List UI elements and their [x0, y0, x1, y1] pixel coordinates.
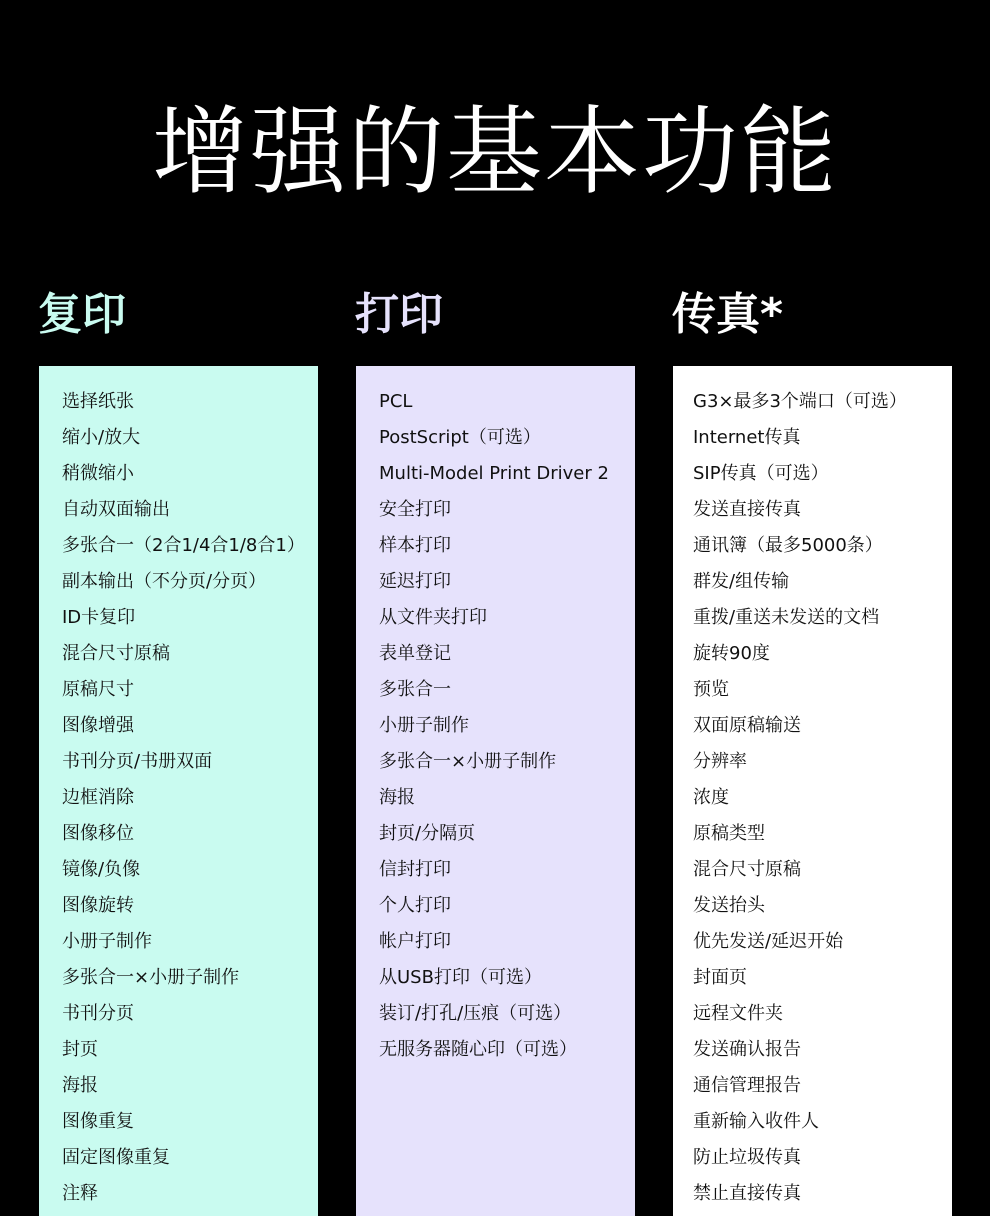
- copy-feature-item: 缩小/放大: [62, 427, 141, 448]
- copy-feature-item: 书刊分页: [62, 1003, 134, 1024]
- copy-feature-item: ID卡复印: [62, 607, 136, 628]
- print-feature-item: 样本打印: [379, 535, 451, 556]
- print-feature-list: [379, 388, 635, 1072]
- fax-feature-item: 封面页: [693, 967, 747, 988]
- fax-feature-item: 发送确认报告: [693, 1039, 801, 1060]
- fax-feature-item: 防止垃圾传真: [693, 1147, 801, 1168]
- fax-feature-item: 群发/组传输: [693, 571, 790, 592]
- print-feature-item: 从文件夹打印: [379, 607, 487, 628]
- copy-feature-item: 自动双面输出: [62, 499, 170, 520]
- copy-feature-item: 图像旋转: [62, 895, 134, 916]
- copy-feature-panel: [39, 366, 318, 1216]
- fax-feature-item: 双面原稿输送: [693, 715, 801, 736]
- print-feature-item: 小册子制作: [379, 715, 469, 736]
- copy-feature-item: 固定图像重复: [62, 1147, 170, 1168]
- copy-feature-item: 边框消除: [62, 787, 134, 808]
- page-title: 增强的基本功能: [152, 96, 838, 208]
- print-feature-item: Multi-Model Print Driver 2: [379, 463, 609, 484]
- copy-feature-list: [62, 388, 318, 1216]
- fax-feature-item: G3×最多3个端口（可选）: [693, 391, 907, 412]
- fax-feature-item: 远程文件夹: [693, 1003, 783, 1024]
- fax-feature-item: 预览: [693, 679, 729, 700]
- print-column-heading: 打印: [355, 289, 443, 340]
- fax-feature-item: 发送抬头: [693, 895, 765, 916]
- copy-feature-item: 海报: [62, 1075, 98, 1096]
- fax-feature-item: 重新输入收件人: [693, 1111, 819, 1132]
- copy-feature-item: 注释: [62, 1183, 98, 1204]
- fax-feature-item: 重拨/重送未发送的文档: [693, 607, 880, 628]
- print-feature-item: 从USB打印（可选）: [379, 967, 542, 988]
- print-feature-item: 个人打印: [379, 895, 451, 916]
- copy-column-heading: 复印: [38, 289, 126, 340]
- copy-feature-item: 多张合一（2合1/4合1/8合1）: [62, 535, 305, 556]
- fax-feature-item: 混合尺寸原稿: [693, 859, 801, 880]
- print-feature-item: PCL: [379, 391, 413, 412]
- copy-feature-item: 图像移位: [62, 823, 134, 844]
- fax-feature-item: 浓度: [693, 787, 729, 808]
- fax-feature-item: 发送直接传真: [693, 499, 801, 520]
- fax-feature-item: 禁止直接传真: [693, 1183, 801, 1204]
- print-feature-item: 安全打印: [379, 499, 451, 520]
- fax-feature-item: 分辨率: [693, 751, 747, 772]
- print-feature-item: 延迟打印: [379, 571, 451, 592]
- fax-feature-item: 旋转90度: [693, 643, 770, 664]
- copy-feature-item: 选择纸张: [62, 391, 134, 412]
- copy-feature-item: 镜像/负像: [62, 859, 141, 880]
- print-feature-item: 表单登记: [379, 643, 451, 664]
- copy-feature-item: 图像增强: [62, 715, 134, 736]
- fax-feature-item: SIP传真（可选）: [693, 463, 829, 484]
- copy-feature-item: 稍微缩小: [62, 463, 134, 484]
- copy-feature-item: 多张合一×小册子制作: [62, 967, 240, 988]
- print-feature-item: 信封打印: [379, 859, 451, 880]
- print-feature-item: PostScript（可选）: [379, 427, 541, 448]
- print-feature-item: 帐户打印: [379, 931, 451, 952]
- copy-feature-item: 书刊分页/书册双面: [62, 751, 213, 772]
- print-feature-panel: [356, 366, 635, 1216]
- copy-feature-item: 副本输出（不分页/分页）: [62, 571, 267, 592]
- fax-feature-item: 优先发送/延迟开始: [693, 931, 844, 952]
- copy-feature-item: 混合尺寸原稿: [62, 643, 170, 664]
- copy-feature-item: 图像重复: [62, 1111, 134, 1132]
- print-feature-item: 装订/打孔/压痕（可选）: [379, 1003, 572, 1024]
- print-feature-item: 无服务器随心印（可选）: [379, 1039, 577, 1060]
- print-feature-item: 多张合一×小册子制作: [379, 751, 557, 772]
- fax-feature-panel: [673, 366, 952, 1216]
- fax-feature-item: 通信管理报告: [693, 1075, 801, 1096]
- print-feature-item: 海报: [379, 787, 415, 808]
- fax-feature-item: 原稿类型: [693, 823, 765, 844]
- fax-feature-item: Internet传真: [693, 427, 801, 448]
- copy-feature-item: 封页: [62, 1039, 98, 1060]
- copy-feature-item: 原稿尺寸: [62, 679, 134, 700]
- fax-feature-list: [693, 388, 952, 1216]
- fax-feature-item: 通讯簿（最多5000条）: [693, 535, 883, 556]
- print-feature-item: 封页/分隔页: [379, 823, 476, 844]
- copy-feature-item: 小册子制作: [62, 931, 152, 952]
- print-feature-item: 多张合一: [379, 679, 451, 700]
- fax-column-heading: 传真*: [672, 289, 784, 340]
